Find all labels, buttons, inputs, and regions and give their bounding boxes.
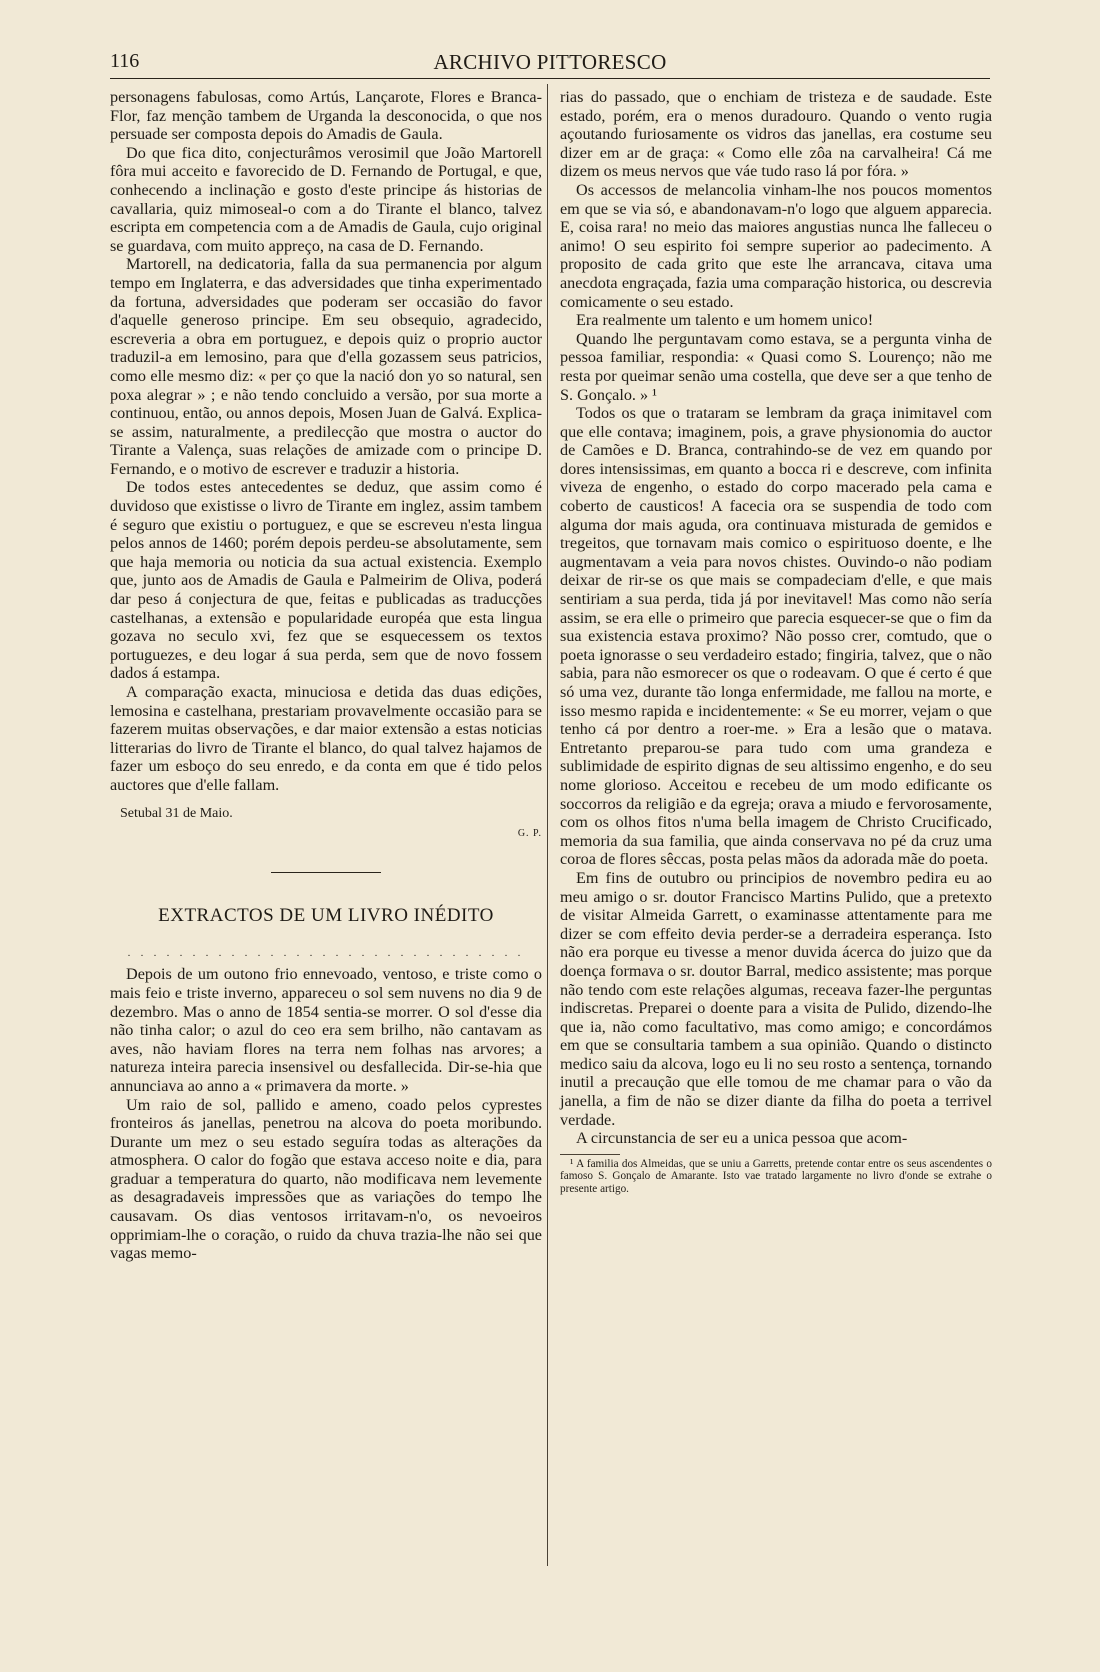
paragraph: De todos estes antecedentes se deduz, que assim como é duvidoso que existisse o livro de Tirante em inglez, assim tambem é seguro que existiu o portuguez, e que se escreveu n'esta lingua pelos annos de 1460; porém depois perdeu-se absolutamente, sem que haja memoria ou noticia da sua actual existencia. Exemplo que, junto aos de Amadis de Gaula e Palmeirim de Oliva, poderá dar peso á conjectura de que, feitas e publicadas as traducções castelhanas, a extensão e popularidade européa que esta lingua gozava no seculo xvi, fez que se esquecessem os textos portuguezes, e deu logar á sua perda, sem que de novo fossem dados á estampa.	[110, 478, 542, 683]
page-number: 116	[110, 50, 140, 72]
page-header	[110, 40, 990, 76]
running-title: ARCHIVO PITTORESCO	[433, 50, 667, 74]
paragraph: Martorell, na dedicatoria, falla da sua permanencia por algum tempo em Inglaterra, e das adversidades que tinha experimentado da fortuna, adversidades que poderam ser occasião do favor d'aquelle generoso principe. Em seu obsequio, agradecido, escreveria a obra em portuguez, e depois quiz o proprio auctor traduzil-a em lemosino, para que d'ella gozassem seus patricios, como elle mesmo diz: « per ço que la nació don yo so natural, sen poxa alegrar » ; e não tendo concluido a versão, por sua morte a continuou, então, ou annos depois, Mosen Juan de Galvá. Explica-se assim, naturalmente, a predilecção que mostra o auctor do Tirante a Valença, suas relações de amizade com o principe D. Fernando, e o motivo de escrever e traduzir a historia.	[110, 255, 542, 478]
ellipsis-dots: . . . . . . . . . . . . . . . . . . . . . . . . . . . . . . .	[127, 948, 525, 960]
paragraph: Depois de um outono frio ennevoado, ventoso, e triste como o mais feio e triste inverno, appareceu o sol sem nuvens no dia 9 de dezembro. Mas o anno de 1854 sentia-se morrer. O sol d'esse dia não tinha calor; o azul do ceo era sem brilho, não cantavam as aves, não haviam flores na terra nem folhas nas arvores; a natureza inteira parecia insensivel ou desfallecida. Dir-se-hia que annunciava ao anno a « primavera da morte. »	[110, 965, 542, 1095]
paragraph: Um raio de sol, pallido e ameno, coado pelos cyprestes fronteiros ás janellas, penetrou na alcova do poeta moribundo. Durante um mez o seu estado seguíra todas as alterações da atmosphera. O calor do fogão que estava acceso noite e dia, para graduar a temperatura do quarto, não modificava nem levemente as desagradaveis impressões que as variações do tempo lhe causavam. Os dias ventosos irritavam-n'o, os nevoeiros opprimiam-lhe o coração, o ruido da chuva trazia-lhe não sei que vagas memo-	[110, 1095, 542, 1263]
column-divider	[547, 84, 548, 1566]
right-column	[560, 88, 992, 1195]
left-column	[110, 88, 542, 1263]
paragraph: personagens fabulosas, como Artús, Lançarote, Flores e Branca-Flor, faz menção tambem de Urganda la desconocida, o que nos persuade ser composta depois do Amadis de Gaula.	[110, 88, 542, 144]
dateline: Setubal 31 de Maio.	[120, 805, 233, 821]
paragraph: Era realmente um talento e um homem unico!	[576, 311, 874, 330]
footnote-rule	[560, 1154, 620, 1155]
paragraph: Do que fica dito, conjecturâmos verosimil que João Martorell fôra mui acceito e favorecido de D. Fernando de Portugal, e que, conhecendo a inclinação e gosto d'este principe ás historias de cavallaria, quiz mimoseal-o com a do Tirante el blanco, talvez escripta em competencia com a de Amadis de Gaula, cujo original se guardava, com muito appreço, na casa de D. Fernando.	[110, 143, 542, 255]
paragraph: Todos os que o trataram se lembram da graça inimitavel com que elle contava; imaginem, pois, a grave physionomia do auctor de Camões e D. Branca, contrahindo-se de vez em quando por dores intensissimas, em quanto a bocca ri e descreve, com infinita viveza de engenho, o estado do corpo macerado pela cama e coberto de causticos! A facecia ora se suspendia de todo com alguma dor mais aguda, ora continuava misturada de gemidos e tregeitos, que tornavam mais comico o espirituoso doente, e lhe augmentavam a veia para novos chistes. Ouvindo-o não podiam deixar de rir-se os que mais se compadeciam d'elle, e que mais sentiriam a sua perda, tida já por inevitavel! Mas como não sería assim, se era elle o primeiro que parecia esquecer-se que o fim da sua existencia estava proximo? Não posso crer, comtudo, que o poeta ignorasse o seu verdadeiro estado; fingiria, talvez, que o não sabia, para não esmorecer os que o rodeavam. O que é certo é que só uma vez, durante tão longa enfermidade, me fallou na morte, e isso mesmo rapida e incidentemente: « Se eu morrer, vejam o que tenho cá por dentro a roer-me. » Era a lesão que o matava. Entretanto preparou-se para tudo com uma grandeza e sublimidade de espirito dignas de seu altissimo engenho, e do seu nome glorioso. Acceitou e recebeu de um modo edificante os soccorros da religião e da egreja; orava a miudo e fervorosamente, com os olhos fitos n'uma bella imagem de Christo Crucificado, memoria da sua familia, que ainda conservava no pé da cruz uma coroa de flores sêccas, posta pelas mãos da adorada mãe do poeta.	[560, 404, 992, 869]
paragraph: Os accessos de melancolia vinham-lhe nos poucos momentos em que se via só, e abandonavam-n'o logo que alguem apparecia. E, coisa rara! no meio das maiores angustias nunca lhe falleceu o animo! O seu espirito foi sempre superior ao padecimento. A proposito de cada grito que este lhe arrancava, citava uma anecdota engraçada, fazia uma comparação historica, ou descrevia comicamente o seu estado.	[560, 180, 992, 311]
section-title: EXTRACTOS DE UM LIVRO INÉDITO	[158, 904, 494, 926]
paragraph: A circunstancia de ser eu a unica pessoa que acom-	[576, 1129, 908, 1148]
section-separator	[271, 872, 381, 873]
header-rule	[110, 78, 990, 79]
author-initials: G. P.	[517, 828, 542, 840]
paragraph: rias do passado, que o enchiam de tristeza e de saudade. Este estado, porém, era o menos duradouro. Quando o vento rugia açoutando furiosamente os vidros das janellas, era costume seu dizer em ar de graça: « Como elle zôa na carvalheira! Cá me dizem os meus nervos que váe tudo raso lá por fóra. »	[560, 88, 992, 181]
paragraph: Quando lhe perguntavam como estava, se a pergunta vinha de pessoa familiar, respondia: « Quasi como S. Lourenço; não me resta por queimar senão uma costella, que deve ser a que tenho de S. Gonçalo. » ¹	[560, 329, 992, 404]
paragraph: A comparação exacta, minuciosa e detida das duas edições, lemosina e castelhana, prestariam provavelmente occasião para se fazerem muitas observações, e dar maior extensão a estas noticias litterarias do livro de Tirante el blanco, do qual talvez hajamos de fazer um esboço do seu enredo, e da conta em que é tido pelos auctores que d'elle fallam.	[110, 683, 542, 794]
paragraph: Em fins de outubro ou principios de novembro pedira eu ao meu amigo o sr. doutor Francisco Martins Pulido, que a pretexto de visitar Almeida Garrett, o examinasse attentamente para me dizer se com effeito devia perder-se a derradeira esperança. Isto não era porque eu tivesse a menor duvida ácerca do juizo que da doença formava o sr. doutor Barral, medico assistente; mas porque não tendo com este relações algumas, receava fazer-lhe perguntas indiscretas. Preparei o doente para a visita de Pulido, dizendo-lhe que ia, não como facultativo, mas como amigo; e concordámos em que se consultaria tambem a sua opinião. Quando o distincto medico saiu da alcova, logo eu li no seu rosto a sentença, tornando inutil a precaução que elle tomou de me chamar para o vão da janella, a fim de não se dizer diante da filha do poeta a terrivel verdade.	[560, 868, 992, 1129]
footnote: ¹ A familia dos Almeidas, que se uniu a Garretts, pretende contar entre os seus ascendentes o famoso S. Gonçalo de Amarante. Isto vae tratado largamente no livro d'onde se extrahe o presente artigo.	[560, 1157, 992, 1195]
